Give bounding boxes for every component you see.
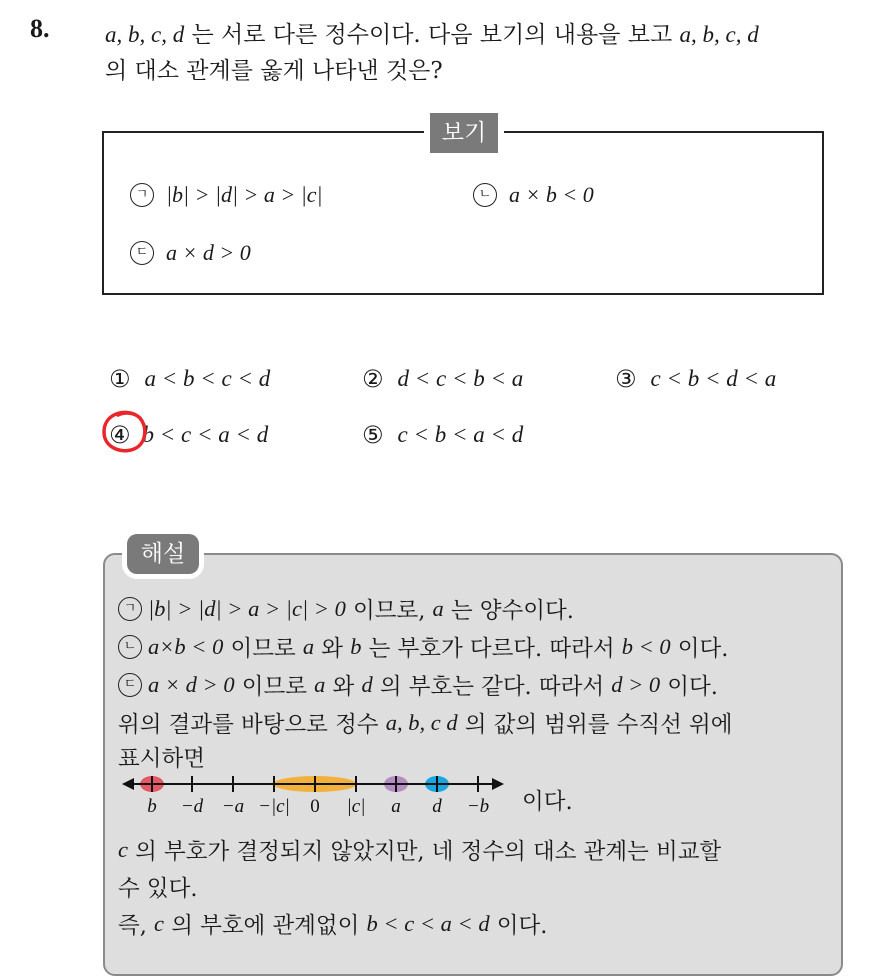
choice-expr: d < c < b < a bbox=[397, 366, 524, 391]
solution-line-7: 수 있다. bbox=[118, 876, 198, 902]
choice-expr: c < b < a < d bbox=[397, 422, 524, 447]
question-text-line2: 의 대소 관계를 옳게 나타낸 것은? bbox=[105, 58, 443, 84]
bogi-expr: a × b < 0 bbox=[509, 182, 594, 207]
solution-marker: ㄱ bbox=[118, 597, 142, 621]
solution-text: 즉, bbox=[118, 913, 155, 939]
solution-text: 이다. bbox=[660, 674, 718, 700]
bogi-item-c bbox=[130, 240, 251, 266]
solution-marker: ㄴ bbox=[118, 635, 142, 659]
choice-number: ⑤ bbox=[362, 421, 384, 449]
bogi-expr: |b| > |d| > a > |c| bbox=[166, 182, 323, 207]
bogi-box bbox=[102, 131, 824, 295]
bogi-item-b bbox=[473, 182, 594, 208]
choice-1[interactable] bbox=[109, 365, 270, 393]
bogi-expr: a × d > 0 bbox=[166, 240, 251, 265]
solution-text: 이므로, bbox=[345, 598, 433, 624]
solution-expr: a×b < 0 bbox=[148, 634, 224, 659]
solution-line-3 bbox=[118, 669, 718, 701]
label-neg-a: −a bbox=[221, 796, 245, 817]
solution-line-8 bbox=[118, 908, 547, 940]
solution-text: 이다. bbox=[670, 636, 729, 662]
choice-expr: c < b < d < a bbox=[650, 366, 777, 391]
label-neg-abs-c: −|c| bbox=[258, 796, 290, 817]
solution-text: 이므로 bbox=[234, 674, 315, 700]
solution-var: c bbox=[154, 911, 165, 936]
left-arrow-icon bbox=[122, 778, 134, 790]
solution-vars: a, b, c d bbox=[385, 710, 458, 735]
choice-number: ② bbox=[362, 365, 384, 393]
label-b: b bbox=[147, 796, 157, 817]
solution-text: 이다. bbox=[489, 913, 548, 939]
solution-text: 와 bbox=[325, 674, 362, 700]
solution-text: 이므로 bbox=[223, 636, 303, 662]
solution-var: a bbox=[302, 634, 315, 659]
number-line bbox=[118, 768, 518, 818]
solution-line-2 bbox=[118, 631, 728, 663]
solution-text: 의 부호는 같다. 따라서 bbox=[372, 674, 612, 700]
question-vars-2: a, b, c, d bbox=[679, 22, 759, 47]
bogi-marker: ㄱ bbox=[130, 183, 154, 207]
solution-expr: b < 0 bbox=[621, 634, 671, 659]
bogi-item-a bbox=[130, 182, 323, 208]
solution-expr: d > 0 bbox=[611, 672, 661, 697]
numberline-suffix: 이다. bbox=[522, 789, 573, 815]
label-neg-d: −d bbox=[180, 796, 204, 817]
label-d: d bbox=[432, 796, 442, 817]
bogi-label: 보기 bbox=[430, 113, 498, 153]
label-zero: 0 bbox=[310, 796, 320, 817]
solution-line-1 bbox=[118, 593, 574, 625]
solution-line-4 bbox=[118, 707, 732, 739]
choice-number: ④ bbox=[109, 421, 131, 449]
solution-var: a bbox=[314, 672, 326, 697]
solution-text: 의 부호에 관계없이 bbox=[164, 913, 367, 939]
solution-text: 는 양수이다. bbox=[443, 598, 574, 624]
solution-var: d bbox=[361, 672, 373, 697]
label-neg-b: −b bbox=[466, 796, 490, 817]
choice-expr: b < c < a < d bbox=[142, 422, 269, 447]
solution-marker: ㄷ bbox=[118, 673, 142, 697]
choice-2[interactable] bbox=[362, 365, 523, 393]
choice-3[interactable] bbox=[615, 365, 776, 393]
question-text-line1 bbox=[105, 16, 759, 49]
choice-5[interactable] bbox=[362, 421, 523, 449]
solution-var: b bbox=[350, 634, 362, 659]
label-abs-c: |c| bbox=[346, 796, 366, 817]
solution-text: 와 bbox=[314, 636, 351, 662]
choice-expr: a < b < c < d bbox=[144, 366, 271, 391]
solution-text: 위의 결과를 바탕으로 정수 bbox=[118, 712, 386, 738]
solution-var: a bbox=[432, 596, 444, 621]
question-vars: a, b, c, d bbox=[105, 22, 185, 47]
choice-number: ① bbox=[109, 365, 131, 393]
solution-text: 의 부호가 결정되지 않았지만, 네 정수의 대소 관계는 비교할 bbox=[128, 839, 722, 865]
question-text: 는 서로 다른 정수이다. 다음 보기의 내용을 보고 bbox=[184, 22, 680, 48]
solution-expr: a × d > 0 bbox=[148, 672, 235, 697]
bogi-marker: ㄷ bbox=[130, 241, 154, 265]
solution-line-6 bbox=[118, 834, 721, 866]
question-number: 8. bbox=[30, 14, 50, 43]
solution-line-5: 표시하면 bbox=[118, 746, 205, 772]
answer-circle-mark bbox=[100, 408, 152, 456]
right-arrow-icon bbox=[492, 778, 504, 790]
solution-text: 는 부호가 다르다. 따라서 bbox=[361, 636, 622, 662]
solution-expr: |b| > |d| > a > |c| > 0 bbox=[148, 596, 346, 621]
bogi-marker: ㄴ bbox=[473, 183, 497, 207]
label-a: a bbox=[391, 796, 401, 817]
solution-expr: b < c < a < d bbox=[366, 911, 490, 936]
solution-text: 의 값의 범위를 수직선 위에 bbox=[457, 712, 733, 738]
solution-label: 해설 bbox=[127, 534, 199, 574]
choice-number: ③ bbox=[615, 365, 637, 393]
solution-var: c bbox=[118, 837, 128, 862]
